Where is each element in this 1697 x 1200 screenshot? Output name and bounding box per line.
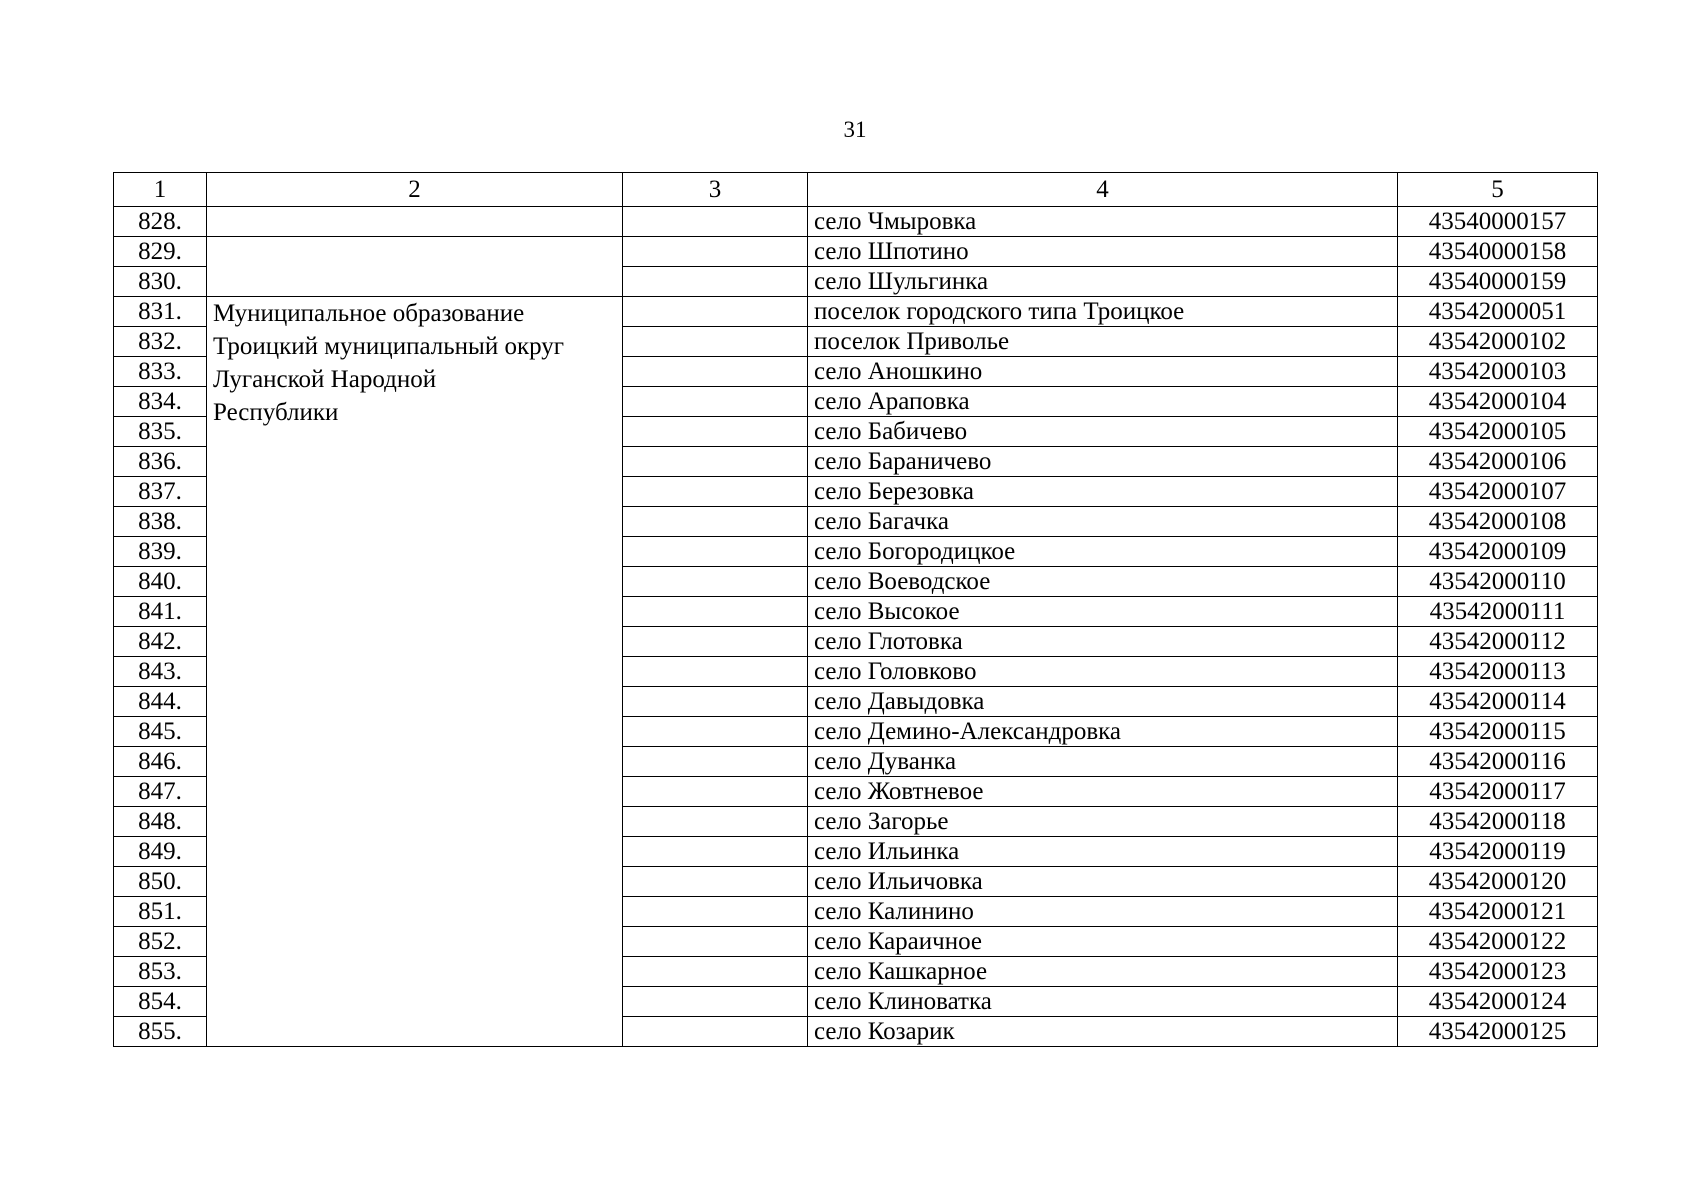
settlement-name: село Калинино (808, 897, 1398, 927)
municipality-name-line: Муниципальное образование (213, 300, 525, 327)
column-3-cell-empty (623, 207, 808, 237)
settlement-name: село Глотовка (808, 627, 1398, 657)
row-number: 842. (114, 627, 207, 657)
column-3-cell-empty (623, 927, 808, 957)
row-number: 846. (114, 747, 207, 777)
settlement-code: 43542000115 (1398, 717, 1598, 747)
settlement-name: село Давыдовка (808, 687, 1398, 717)
column-3-cell-empty (623, 957, 808, 987)
column-3-cell-empty (623, 717, 808, 747)
municipality-name-line: Троицкий муниципальный округ (213, 333, 565, 360)
row-number: 841. (114, 597, 207, 627)
row-number: 839. (114, 537, 207, 567)
row-number: 848. (114, 807, 207, 837)
column-3-cell-empty (623, 777, 808, 807)
row-number: 850. (114, 867, 207, 897)
header-cell-3: 3 (623, 173, 808, 207)
settlement-code: 43542000104 (1398, 387, 1598, 417)
settlement-name: село Воеводское (808, 567, 1398, 597)
settlement-name: село Загорье (808, 807, 1398, 837)
settlement-name: село Высокое (808, 597, 1398, 627)
table-row (114, 237, 1598, 267)
settlement-code: 43542000125 (1398, 1017, 1598, 1047)
settlement-code: 43542000114 (1398, 687, 1598, 717)
settlement-code: 43540000158 (1398, 237, 1598, 267)
settlement-name: село Демино-Александровка (808, 717, 1398, 747)
page-number: 31 (843, 117, 867, 142)
settlement-code: 43542000109 (1398, 537, 1598, 567)
settlement-name: село Араповка (808, 387, 1398, 417)
table-row (114, 207, 1598, 237)
column-3-cell-empty (623, 627, 808, 657)
settlement-code: 43542000103 (1398, 357, 1598, 387)
settlement-name: село Ильинка (808, 837, 1398, 867)
table-row (114, 297, 1598, 327)
header-cell-5: 5 (1398, 173, 1598, 207)
settlement-name: село Козарик (808, 1017, 1398, 1047)
settlement-name: село Ильичовка (808, 867, 1398, 897)
settlement-name: село Шульгинка (808, 267, 1398, 297)
settlement-code: 43542000124 (1398, 987, 1598, 1017)
row-number: 830. (114, 267, 207, 297)
settlement-code: 43542000123 (1398, 957, 1598, 987)
header-cell-1: 1 (114, 173, 207, 207)
row-number: 834. (114, 387, 207, 417)
column-3-cell-empty (623, 447, 808, 477)
column-3-cell-empty (623, 327, 808, 357)
settlement-code: 43542000102 (1398, 327, 1598, 357)
column-3-cell-empty (623, 507, 808, 537)
settlement-name: село Шпотино (808, 237, 1398, 267)
row-number: 851. (114, 897, 207, 927)
settlement-code: 43540000157 (1398, 207, 1598, 237)
row-number: 837. (114, 477, 207, 507)
column-3-cell-empty (623, 357, 808, 387)
row-number: 855. (114, 1017, 207, 1047)
settlement-code: 43542000121 (1398, 897, 1598, 927)
settlement-name: село Чмыровка (808, 207, 1398, 237)
settlement-code: 43542000112 (1398, 627, 1598, 657)
row-number: 835. (114, 417, 207, 447)
settlement-name: село Дуванка (808, 747, 1398, 777)
column-3-cell-empty (623, 417, 808, 447)
settlement-name: село Караичное (808, 927, 1398, 957)
settlement-name: поселок городского типа Троицкое (808, 297, 1398, 327)
column-3-cell-empty (623, 537, 808, 567)
settlement-code: 43542000106 (1398, 447, 1598, 477)
settlement-name: село Березовка (808, 477, 1398, 507)
column-3-cell-empty (623, 297, 808, 327)
column-3-cell-empty (623, 597, 808, 627)
row-number: 833. (114, 357, 207, 387)
settlement-name: поселок Приволье (808, 327, 1398, 357)
settlement-code: 43542000110 (1398, 567, 1598, 597)
settlement-name: село Багачка (808, 507, 1398, 537)
column-3-cell-empty (623, 837, 808, 867)
settlement-name: село Кашкарное (808, 957, 1398, 987)
settlement-name: село Головково (808, 657, 1398, 687)
column-3-cell-empty (623, 387, 808, 417)
settlement-code: 43542000120 (1398, 867, 1598, 897)
row-number: 847. (114, 777, 207, 807)
column-3-cell-empty (623, 567, 808, 597)
settlements-table (113, 172, 1598, 1047)
settlement-code: 43542000105 (1398, 417, 1598, 447)
column-3-cell-empty (623, 237, 808, 267)
row-number: 854. (114, 987, 207, 1017)
settlement-code: 43540000159 (1398, 267, 1598, 297)
settlement-code: 43542000113 (1398, 657, 1598, 687)
row-number: 831. (114, 297, 207, 327)
column-3-cell-empty (623, 987, 808, 1017)
column-3-cell-empty (623, 657, 808, 687)
row-number: 840. (114, 567, 207, 597)
row-number: 828. (114, 207, 207, 237)
column-3-cell-empty (623, 267, 808, 297)
row-number: 829. (114, 237, 207, 267)
settlement-name: село Богородицкое (808, 537, 1398, 567)
municipality-cell-empty (207, 207, 623, 237)
header-cell-4: 4 (808, 173, 1398, 207)
settlement-code: 43542000117 (1398, 777, 1598, 807)
settlement-code: 43542000111 (1398, 597, 1598, 627)
settlement-code: 43542000107 (1398, 477, 1598, 507)
settlement-name: село Жовтневое (808, 777, 1398, 807)
column-3-cell-empty (623, 807, 808, 837)
settlement-code: 43542000051 (1398, 297, 1598, 327)
row-number: 844. (114, 687, 207, 717)
settlement-name: село Бараничево (808, 447, 1398, 477)
row-number: 852. (114, 927, 207, 957)
settlement-code: 43542000118 (1398, 807, 1598, 837)
column-3-cell-empty (623, 1017, 808, 1047)
row-number: 843. (114, 657, 207, 687)
row-number: 838. (114, 507, 207, 537)
municipality-name-line: Республики (213, 399, 339, 426)
municipality-name-line: Луганской Народной (213, 366, 437, 393)
settlement-name: село Аношкино (808, 357, 1398, 387)
row-number: 853. (114, 957, 207, 987)
settlement-code: 43542000108 (1398, 507, 1598, 537)
municipality-cell-empty (207, 237, 623, 297)
settlement-name: село Бабичево (808, 417, 1398, 447)
row-number: 845. (114, 717, 207, 747)
settlement-code: 43542000119 (1398, 837, 1598, 867)
settlement-code: 43542000122 (1398, 927, 1598, 957)
column-3-cell-empty (623, 867, 808, 897)
column-3-cell-empty (623, 897, 808, 927)
column-3-cell-empty (623, 687, 808, 717)
row-number: 832. (114, 327, 207, 357)
table-header-row (114, 173, 1598, 207)
column-3-cell-empty (623, 747, 808, 777)
settlement-name: село Клиноватка (808, 987, 1398, 1017)
column-3-cell-empty (623, 477, 808, 507)
row-number: 836. (114, 447, 207, 477)
header-cell-2: 2 (207, 173, 623, 207)
municipality-name (207, 297, 623, 1047)
settlement-code: 43542000116 (1398, 747, 1598, 777)
row-number: 849. (114, 837, 207, 867)
